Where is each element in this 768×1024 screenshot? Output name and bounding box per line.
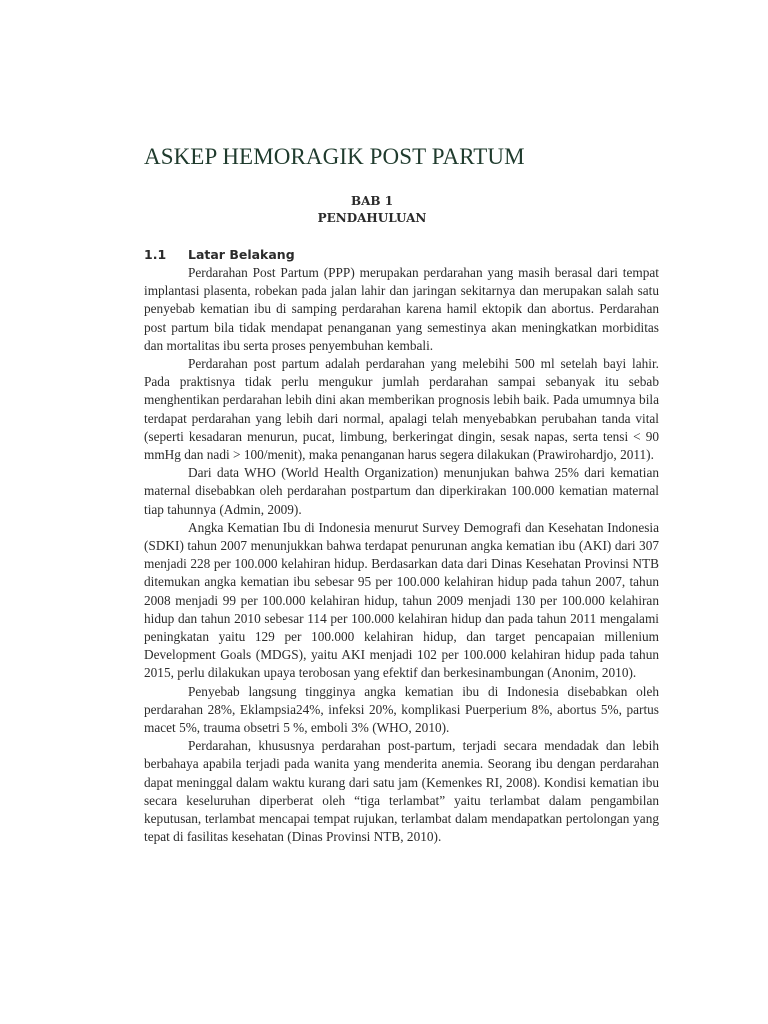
chapter-title: PENDAHULUAN: [317, 211, 427, 225]
section-number: 1.1: [144, 247, 167, 262]
section-title: Latar Belakang: [188, 247, 295, 262]
paragraph-4: Angka Kematian Ibu di Indonesia menurut Survey Demografi dan Kesehatan Indonesia (SDKI) tahun 2007 menunjukkan bahwa terdapat penurunan angka kematian ibu (AKI) dari 307 menjadi 228 per 100.000 kelahiran hidup. Berdasarkan data dari Dinas Kesehatan Provinsi NTB ditemukan angka kematian ibu sebesar 95 per 100.000 kelahiran hidup pada tahun 2007, tahun 2008 menjadi 99 per 100.000 kelahiran hidup, tahun 2009 menjadi 130 per 100.000 kelahiran hidup dan tahun 2010 sebesar 114 per 100.000 kelahiran hidup dan pada tahun 2011 mengalami peningkatan yaitu 129 per 100.000 kelahiran hidup, dan target pencapaian millenium Development Goals (MDGS), yaitu AKI menjadi 102 per 100.000 kelahiran hidup pada tahun 2015, perlu dilakukan upaya terobosan yang efektif dan berkesinambungan (Anonim, 2010).: [144, 519, 659, 681]
paragraph-1: Perdarahan Post Partum (PPP) merupakan perdarahan yang masih berasal dari tempat implantasi plasenta, robekan pada jalan lahir dan jaringan sekitarnya dan merupakan salah satu penyebab kematian ibu di samping perdarahan karena hamil ektopik dan abortus. Perdarahan post partum bila tidak mendapat penanganan yang semestinya akan meningkatkan morbiditas dan mortalitas ibu serta proses penyembuhan kembali.: [144, 265, 659, 353]
paragraph-3: Dari data WHO (World Health Organization) menunjukan bahwa 25% dari kematian maternal disebabkan oleh perdarahan postpartum dan diperkirakan 100.000 kematian maternal tiap tahunnya (Admin, 2009).: [144, 465, 659, 517]
chapter-number: BAB 1: [350, 194, 394, 208]
paragraph-6: Perdarahan, khususnya perdarahan post-partum, terjadi secara mendadak dan lebih berbahaya apabila terjadi pada wanita yang menderita anemia. Seorang ibu dengan perdarahan dapat meninggal dalam waktu kurang dari satu jam (Kemenkes RI, 2008). Kondisi kematian ibu secara keseluruhan diperberat oleh “tiga terlambat” yaitu terlambat dalam pengambilan keputusan, terlambat mencapai tempat rujukan, terlambat dalam mendapatkan pertolongan yang tepat di fasilitas kesehatan (Dinas Provinsi NTB, 2010).: [144, 738, 659, 845]
body-text: [144, 264, 659, 847]
section-heading: [144, 245, 600, 265]
paragraph-2: Perdarahan post partum adalah perdarahan yang melebihi 500 ml setelah bayi lahir. Pada praktisnya tidak perlu mengukur jumlah perdarahan sampai sebanyak itu sebab menghentikan perdarahan lebih dini akan memberikan prognosis lebih baik. Pada umumnya bila terdapat perdarahan yang lebih dari normal, apalagi telah menyebabkan perubahan tanda vital (seperti kesadaran menurun, pucat, limbung, berkeringat dingin, sesak napas, serta tensi < 90 mmHg dan nadi > 100/menit), maka penanganan harus segera dilakukan (Prawirohardjo, 2011).: [144, 356, 659, 463]
paragraph-5: Penyebab langsung tingginya angka kematian ibu di Indonesia disebabkan oleh perdarahan 28%, Eklampsia24%, infeksi 20%, komplikasi Puerperium 8%, abortus 5%, partus macet 5%, trauma obsetri 5 %, emboli 3% (WHO, 2010).: [144, 683, 659, 736]
document-title: ASKEP HEMORAGIK POST PARTUM: [144, 144, 525, 169]
